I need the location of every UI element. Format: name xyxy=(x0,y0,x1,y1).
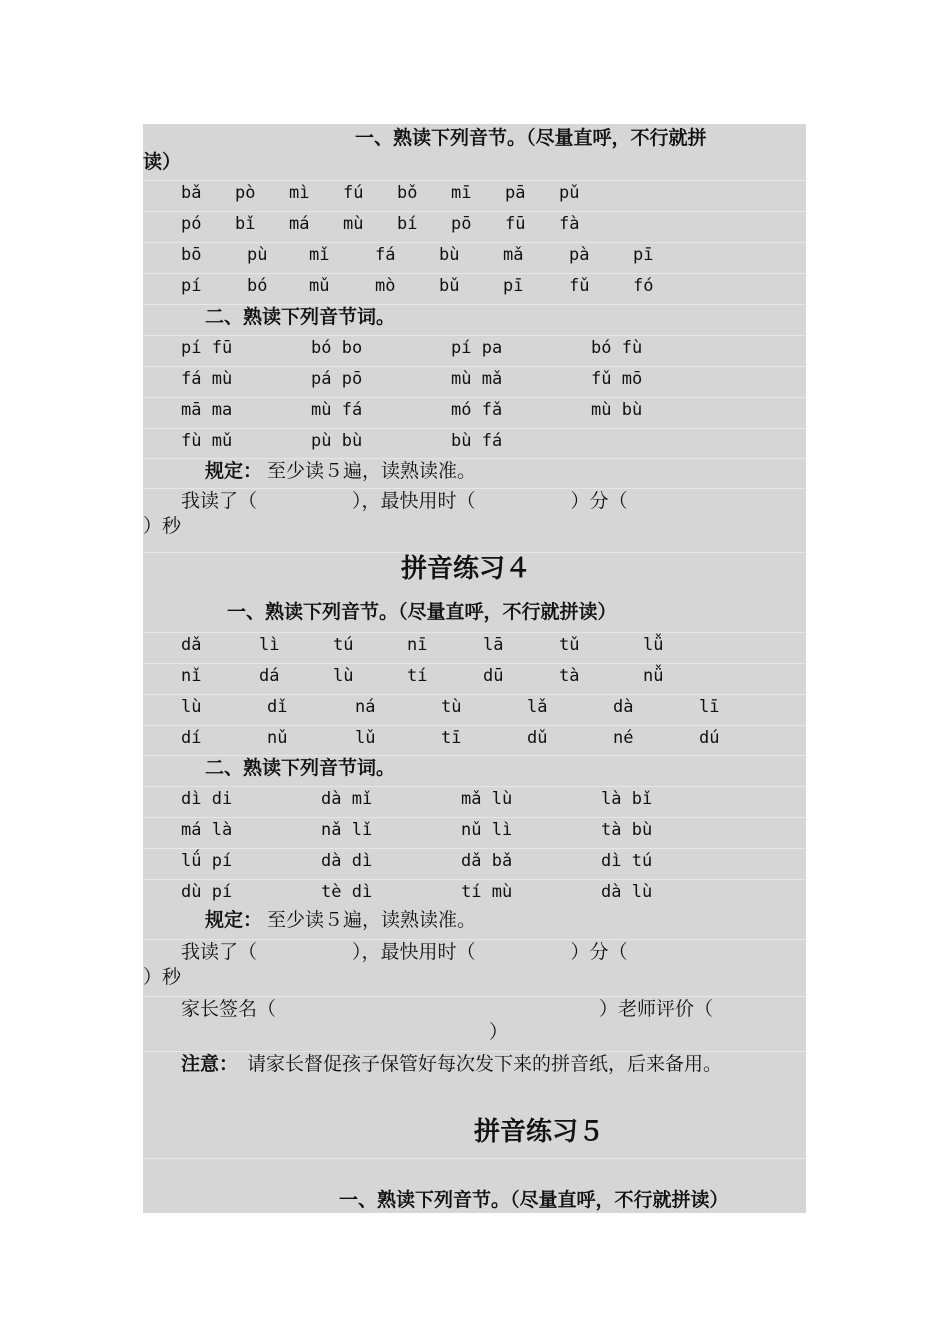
syllable: lì xyxy=(259,635,280,655)
section2-note-text: 请家长督促孩子保管好每次发下来的拼音纸，后来备用。 xyxy=(247,1053,723,1075)
syllable-word: dǎ bǎ xyxy=(461,851,513,871)
syllable-word: tí mù xyxy=(461,882,513,902)
syllable: nǐ xyxy=(181,666,202,686)
syllable: fó xyxy=(633,276,654,296)
syllable: lǎ xyxy=(527,697,548,717)
syllable-row xyxy=(143,694,806,717)
syllable: dū xyxy=(483,666,504,686)
syllable-word: tà bù xyxy=(601,820,653,840)
syllable: tí xyxy=(407,666,428,686)
syllable: nī xyxy=(407,635,428,655)
syllable: né xyxy=(613,728,634,748)
syllable-word: bó fù xyxy=(591,338,643,358)
syllable-word: bù fá xyxy=(451,431,503,451)
word-row xyxy=(143,817,806,840)
syllable: tù xyxy=(441,697,462,717)
syllable: lǔ xyxy=(355,728,376,748)
syllable: bó xyxy=(247,276,268,296)
syllable-word: mó fǎ xyxy=(451,400,503,420)
syllable: lā xyxy=(483,635,504,655)
syllable-word: pù bù xyxy=(311,431,363,451)
syllable-word: tè dì xyxy=(321,882,373,902)
divider xyxy=(143,1158,806,1159)
section2-title: 拼音练习４ xyxy=(401,554,532,584)
syllable-word: fǔ mō xyxy=(591,369,643,389)
section2-signature-line2: ） xyxy=(489,1021,509,1043)
syllable: mò xyxy=(375,276,396,296)
word-row xyxy=(143,397,806,420)
section2-signature-line1: 家长签名（ ）老师评价（ xyxy=(181,998,714,1020)
word-row xyxy=(143,428,806,451)
syllable: pī xyxy=(503,276,524,296)
syllable-row xyxy=(143,273,806,296)
section2-title-row xyxy=(143,552,806,584)
syllable: fú xyxy=(343,183,364,203)
section1-rule xyxy=(143,458,806,482)
section2-record xyxy=(143,939,806,963)
syllable-word: nǎ lǐ xyxy=(321,820,373,840)
section1-record-line1: 我读了（ ），最快用时（ ）分（ xyxy=(181,490,628,512)
word-row xyxy=(143,786,806,809)
syllable: bí xyxy=(397,214,418,234)
syllable: lǚ xyxy=(643,635,664,655)
syllable-row xyxy=(143,242,806,265)
syllable: pí xyxy=(181,276,202,296)
section2-note-label: 注意： xyxy=(181,1053,239,1075)
syllable-word: là bǐ xyxy=(601,789,653,809)
syllable-word: pí fū xyxy=(181,338,233,358)
section1-words-heading: 二、熟读下列音节词。 xyxy=(205,306,396,328)
syllable-word: dì tú xyxy=(601,851,653,871)
syllable: tǔ xyxy=(559,635,580,655)
syllable: bō xyxy=(181,245,202,265)
syllable: lī xyxy=(699,697,720,717)
syllable-word: mù fá xyxy=(311,400,363,420)
syllable-row xyxy=(143,211,806,234)
syllable: fū xyxy=(505,214,526,234)
word-row xyxy=(143,335,806,358)
document-page xyxy=(143,124,806,1213)
syllable-word: mǎ lù xyxy=(461,789,513,809)
syllable: dǎ xyxy=(181,635,202,655)
syllable: dá xyxy=(259,666,280,686)
syllable: lù xyxy=(181,697,202,717)
syllable-row xyxy=(143,632,806,655)
section1-rule-label: 规定： xyxy=(205,460,263,482)
syllable: pī xyxy=(633,245,654,265)
syllable: mī xyxy=(451,183,472,203)
syllable-word: dà mǐ xyxy=(321,789,373,809)
syllable-word: fù mǔ xyxy=(181,431,233,451)
syllable: dà xyxy=(613,697,634,717)
syllable-row xyxy=(143,725,806,748)
syllable-word: mā ma xyxy=(181,400,233,420)
syllable: fà xyxy=(559,214,580,234)
section2-heading: 一、熟读下列音节。（尽量直呼，不行就拼读） xyxy=(227,601,617,623)
syllable-word: mù bù xyxy=(591,400,643,420)
syllable-word: dì di xyxy=(181,789,233,809)
syllable: bǒ xyxy=(397,183,418,203)
syllable: pō xyxy=(451,214,472,234)
syllable-word: pá pō xyxy=(311,369,363,389)
section1-heading-line1: 一、熟读下列音节。（尽量直呼，不行就拼 xyxy=(355,127,707,149)
word-row xyxy=(143,848,806,871)
syllable: tú xyxy=(333,635,354,655)
section2-signature xyxy=(143,996,806,1020)
section2-note xyxy=(143,1051,806,1075)
syllable-word: lǘ pí xyxy=(181,851,233,871)
syllable: bù xyxy=(439,245,460,265)
syllable: mǐ xyxy=(309,245,330,265)
syllable: nǚ xyxy=(643,666,664,686)
syllable: pù xyxy=(247,245,268,265)
syllable: tà xyxy=(559,666,580,686)
syllable: bǔ xyxy=(439,276,460,296)
syllable-word: dà dì xyxy=(321,851,373,871)
syllable: tī xyxy=(441,728,462,748)
syllable: bǎ xyxy=(181,183,202,203)
section2-rule-text: 至少读５遍，读熟读准。 xyxy=(267,909,477,931)
syllable: nǔ xyxy=(267,728,288,748)
section2-words-heading-row xyxy=(143,755,806,779)
syllable: fǔ xyxy=(569,276,590,296)
section3-heading: 一、熟读下列音节。（尽量直呼，不行就拼读） xyxy=(339,1189,729,1211)
section1-record xyxy=(143,488,806,512)
syllable: bǐ xyxy=(235,214,256,234)
syllable: ná xyxy=(355,697,376,717)
syllable-word: bó bo xyxy=(311,338,363,358)
syllable: pā xyxy=(505,183,526,203)
word-row xyxy=(143,879,806,902)
syllable: mù xyxy=(343,214,364,234)
syllable-word: nǔ lì xyxy=(461,820,513,840)
syllable-word: dà lù xyxy=(601,882,653,902)
section3-title: 拼音练习５ xyxy=(474,1117,605,1147)
syllable: dú xyxy=(699,728,720,748)
syllable: dí xyxy=(181,728,202,748)
syllable: pǔ xyxy=(559,183,580,203)
syllable-row xyxy=(143,663,806,686)
syllable: mǔ xyxy=(309,276,330,296)
syllable-word: fá mù xyxy=(181,369,233,389)
syllable: mǎ xyxy=(503,245,524,265)
syllable: mì xyxy=(289,183,310,203)
word-row xyxy=(143,366,806,389)
syllable-word: dù pí xyxy=(181,882,233,902)
section2-rule-label: 规定： xyxy=(205,909,263,931)
section1-record-line2: ）秒 xyxy=(143,515,182,537)
syllable: fá xyxy=(375,245,396,265)
syllable-row xyxy=(143,180,806,203)
syllable: dǔ xyxy=(527,728,548,748)
syllable: pà xyxy=(569,245,590,265)
section2-record-line1: 我读了（ ），最快用时（ ）分（ xyxy=(181,941,628,963)
section1-words-heading-row xyxy=(143,304,806,328)
section2-record-line2: ）秒 xyxy=(143,966,182,988)
syllable: lù xyxy=(333,666,354,686)
section1-rule-text: 至少读５遍，读熟读准。 xyxy=(267,460,477,482)
syllable-word: mù mǎ xyxy=(451,369,503,389)
syllable-word: pí pa xyxy=(451,338,503,358)
syllable: pó xyxy=(181,214,202,234)
syllable: má xyxy=(289,214,310,234)
syllable: pò xyxy=(235,183,256,203)
section2-words-heading: 二、熟读下列音节词。 xyxy=(205,757,396,779)
syllable-word: má là xyxy=(181,820,233,840)
syllable: dǐ xyxy=(267,697,288,717)
section1-heading-line2: 读） xyxy=(143,151,182,173)
